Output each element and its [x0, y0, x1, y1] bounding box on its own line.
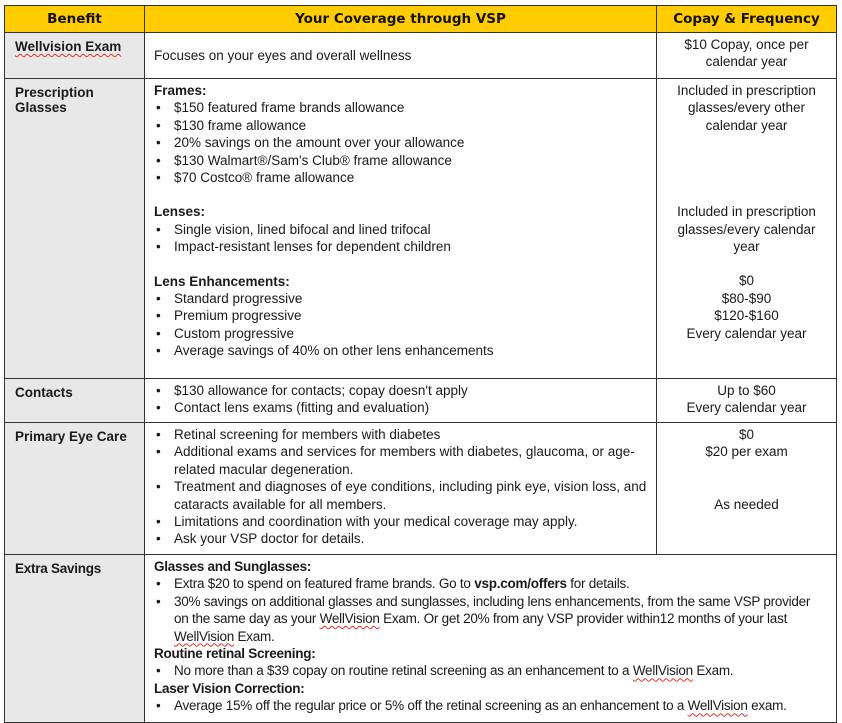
benefits-table	[4, 5, 837, 723]
table-row-wellvision	[5, 33, 837, 79]
list-item: • Impact-resistant lenses for dependent children	[154, 238, 648, 255]
table-row-primary	[5, 423, 837, 555]
header-copay: Copay & Frequency	[657, 6, 837, 33]
row-label: Extra Savings	[5, 555, 145, 723]
copay-cell	[657, 379, 837, 423]
list-item: • Single vision, lined bifocal and lined trifocal	[154, 221, 648, 238]
list-item: • 30% savings on additional glasses and sunglasses, including lens enhancements, from the same VSP provider on the same day as your WellVision Exam. Or get 20% from any VSP provider within12 months of your last WellVision Exam.	[154, 593, 828, 645]
coverage-cell	[145, 33, 657, 79]
table-header-row	[5, 6, 837, 33]
list-item: • Contact lens exams (fitting and evaluation)	[154, 399, 648, 416]
row-label	[5, 33, 145, 79]
primary-list	[154, 426, 648, 548]
frames-list	[154, 99, 648, 186]
glasses-sunglasses-heading: Glasses and Sunglasses:	[154, 559, 312, 574]
list-item: • Average savings of 40% on other lens enhancements	[154, 342, 648, 359]
lenses-heading: Lenses:	[154, 204, 206, 220]
copay-line: calendar year	[705, 117, 788, 133]
list-item: • No more than a $39 copay on routine retinal screening as an enhancement to a WellVision Exam.	[154, 662, 828, 679]
vsp-offers-link[interactable]: vsp.com/offers	[474, 576, 567, 592]
extra-laser-list	[154, 697, 828, 714]
list-item: • Additional exams and services for members with diabetes, glaucoma, or age-related macular degeneration.	[154, 443, 648, 478]
contacts-list	[154, 382, 648, 417]
extra-glasses-list	[154, 575, 828, 645]
copay-line: $0	[738, 273, 755, 289]
row-label: Primary Eye Care	[5, 423, 145, 555]
copay-line: $20 per exam	[705, 444, 788, 460]
table-row-contacts	[5, 379, 837, 423]
list-item: • $150 featured frame brands allowance	[154, 99, 648, 116]
copay-line: calendar year	[705, 54, 788, 70]
copay-line: year	[733, 239, 760, 255]
label-line: Glasses	[15, 100, 67, 115]
copay-line: glasses/every other	[687, 100, 806, 116]
list-item: • $130 Walmart®/Sam's Club® frame allowance	[154, 152, 648, 169]
table-row-glasses	[5, 79, 837, 379]
list-item: • Standard progressive	[154, 290, 648, 307]
list-item: • Premium progressive	[154, 307, 648, 324]
copay-cell	[657, 423, 837, 555]
header-coverage: Your Coverage through VSP	[145, 6, 657, 33]
wellvision-label: Wellvision Exam	[15, 39, 122, 54]
label-line: Prescription	[15, 85, 94, 100]
list-item: • Limitations and coordination with your medical coverage may apply.	[154, 513, 648, 530]
coverage-cell	[145, 79, 657, 379]
copay-cell	[657, 33, 837, 79]
copay-line: Every calendar year	[686, 325, 807, 341]
lenses-list	[154, 221, 648, 256]
list-item: • Custom progressive	[154, 325, 648, 342]
copay-line: Up to $60	[717, 383, 776, 398]
copay-line: $80-$90	[721, 290, 772, 306]
list-item: • $130 allowance for contacts; copay doesn't apply	[154, 382, 648, 399]
header-benefit: Benefit	[5, 6, 145, 33]
table-row-extra	[5, 555, 837, 723]
list-item: • $130 frame allowance	[154, 117, 648, 134]
laser-heading: Laser Vision Correction:	[154, 680, 305, 696]
list-item: • $70 Costco® frame allowance	[154, 169, 648, 186]
enhancements-heading: Lens Enhancements:	[154, 273, 290, 289]
copay-line: glasses/every calendar	[677, 221, 816, 237]
copay-line: Included in prescription	[677, 204, 816, 220]
list-item: • Extra $20 to spend on featured frame brands. Go to vsp.com/offers for details.	[154, 575, 828, 592]
retinal-heading: Routine retinal Screening:	[154, 646, 316, 662]
list-item: • Treatment and diagnoses of eye conditions, including pink eye, vision loss, and cataracts available for all members.	[154, 478, 648, 513]
coverage-text: Focuses on your eyes and overall wellness	[154, 47, 412, 63]
copay-line: Included in prescription	[677, 83, 816, 98]
extra-retinal-list	[154, 662, 828, 679]
copay-line: Every calendar year	[686, 400, 807, 416]
frames-heading: Frames:	[154, 83, 207, 98]
coverage-cell	[145, 379, 657, 423]
list-item: • 20% savings on the amount over your allowance	[154, 134, 648, 151]
row-label: Contacts	[5, 379, 145, 423]
copay-line: $0	[738, 427, 755, 442]
list-item: • Average 15% off the regular price or 5% off the retinal screening as an enhancement to a WellVision exam.	[154, 697, 828, 714]
coverage-cell	[145, 423, 657, 555]
enhancements-list	[154, 290, 648, 360]
copay-line: As needed	[714, 496, 779, 512]
list-item: • Ask your VSP doctor for details.	[154, 530, 648, 547]
list-item: • Retinal screening for members with diabetes	[154, 426, 648, 443]
copay-line: $10 Copay, once per	[684, 37, 809, 52]
copay-cell	[657, 79, 837, 379]
copay-line: $120-$160	[714, 308, 779, 324]
coverage-cell	[145, 555, 837, 723]
row-label	[5, 79, 145, 379]
